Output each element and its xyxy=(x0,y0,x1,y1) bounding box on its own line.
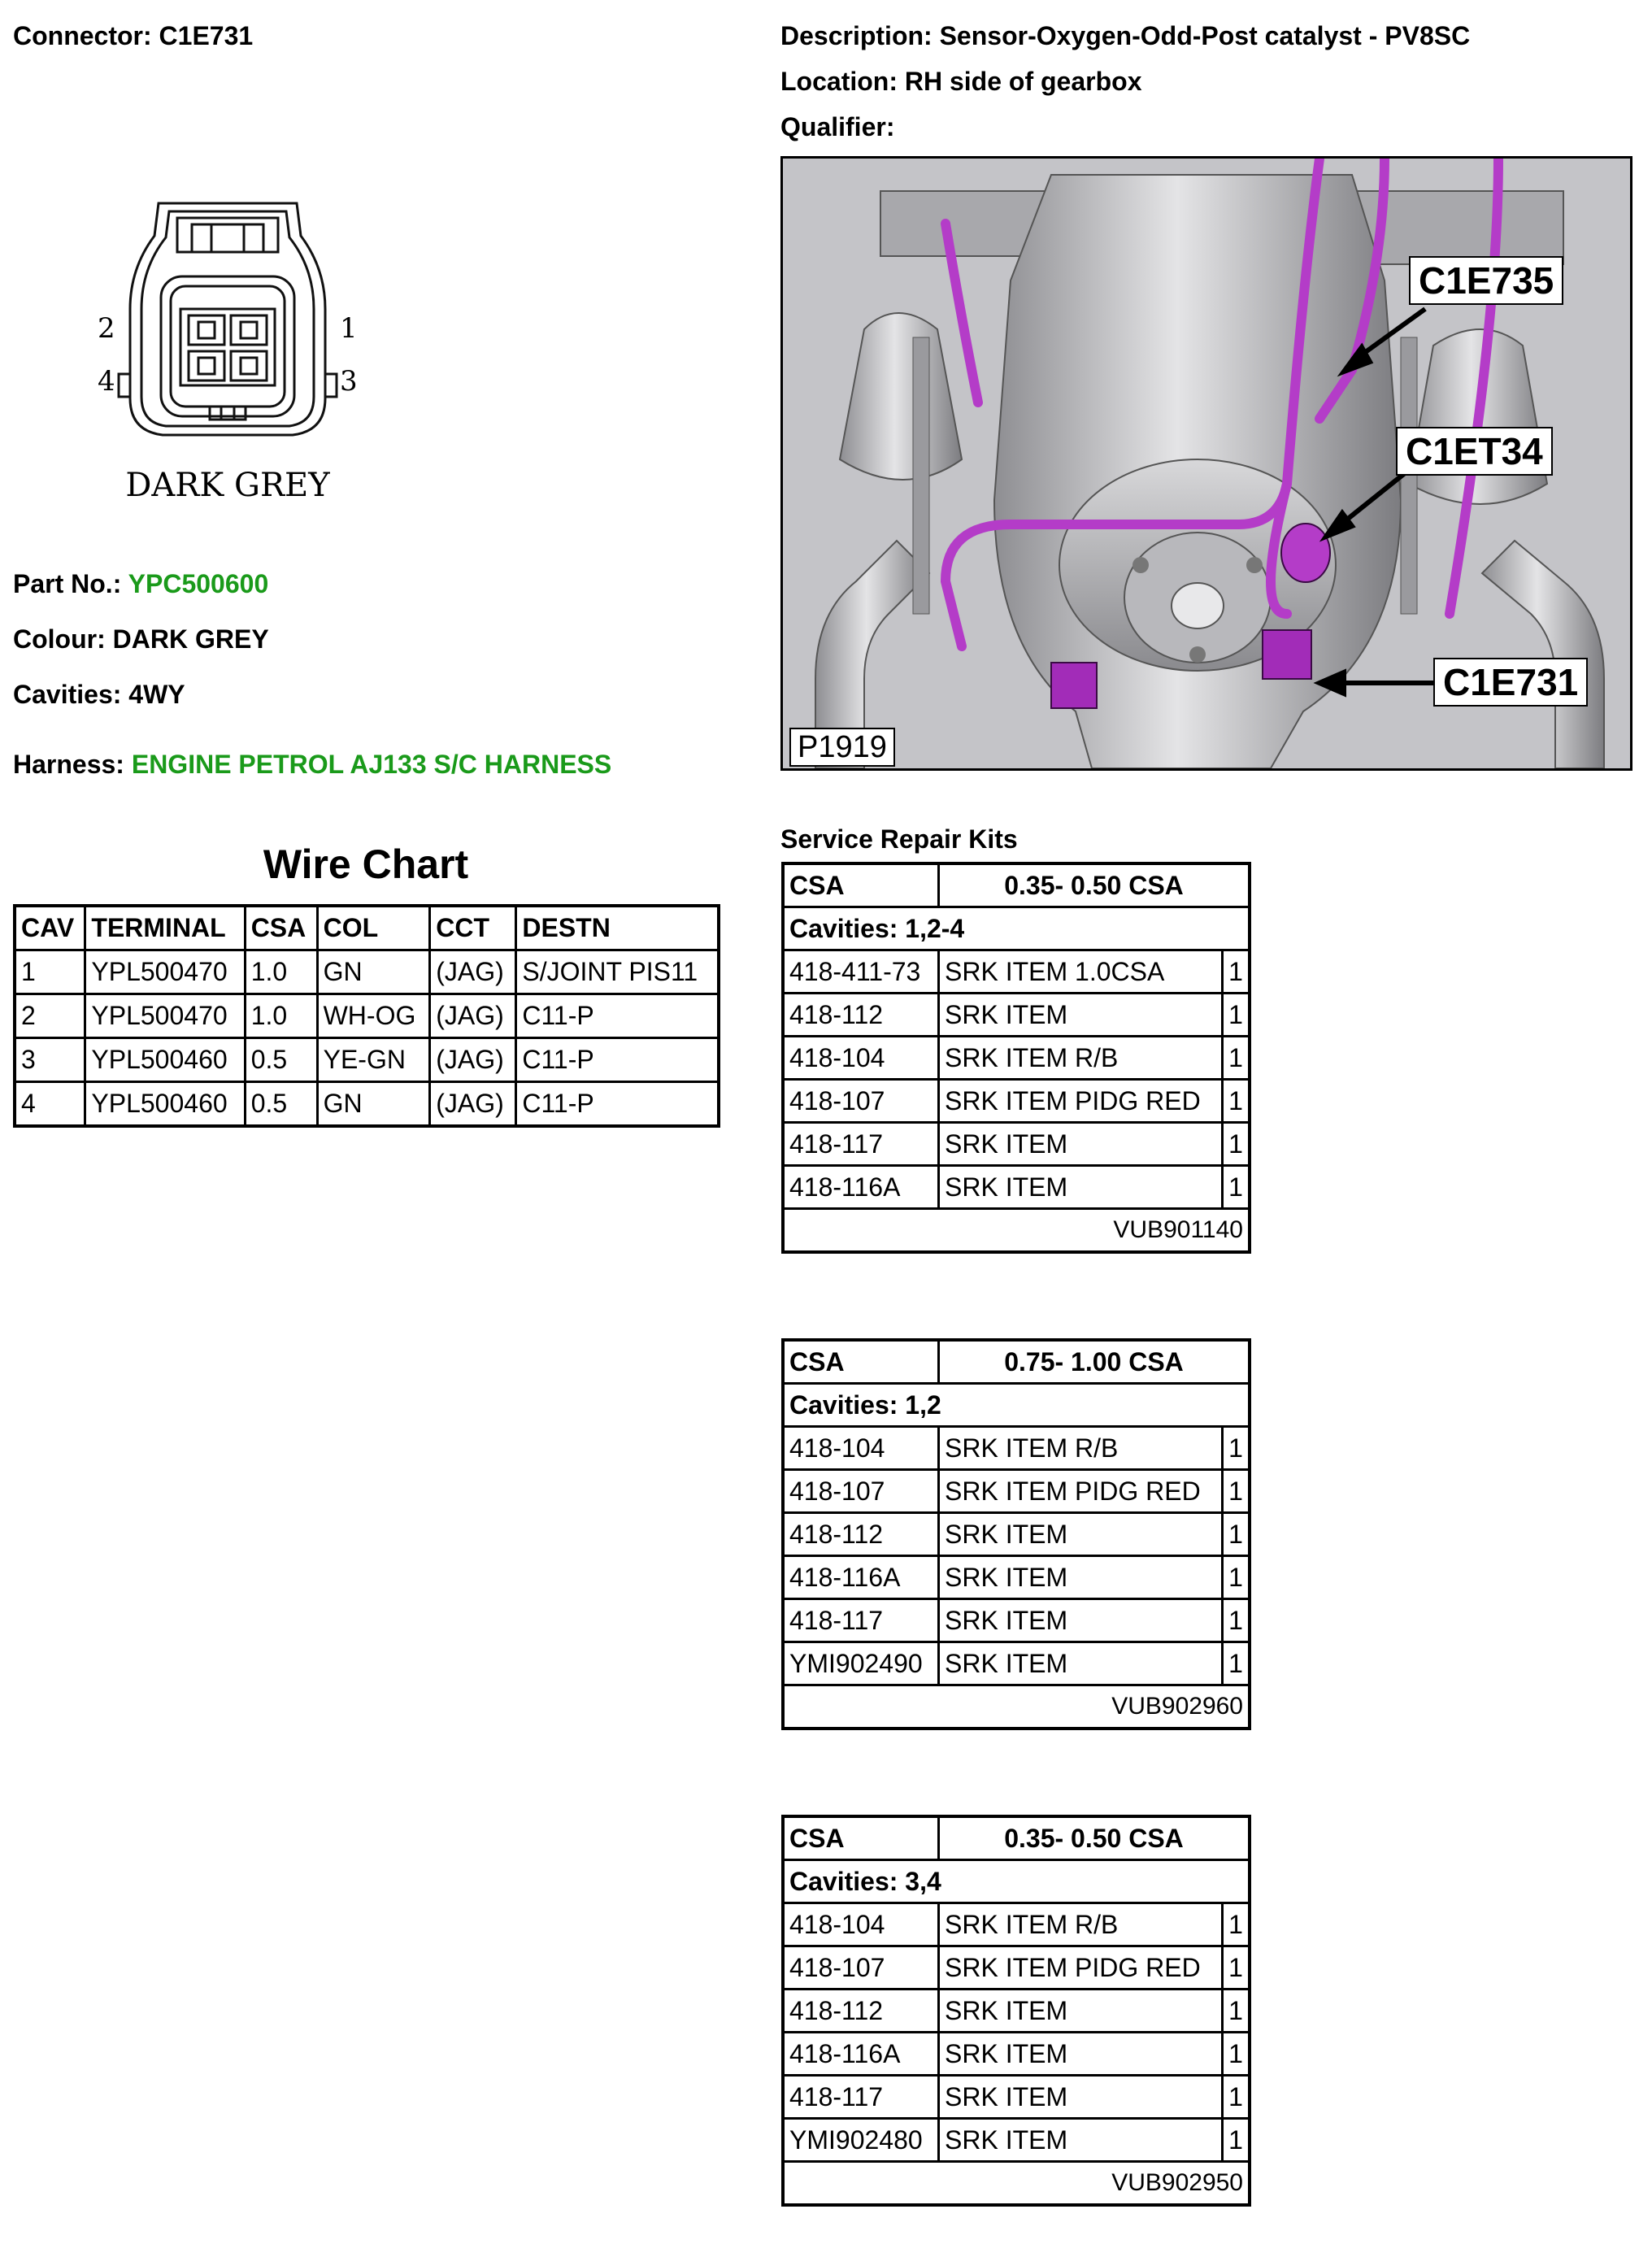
description-line xyxy=(780,20,1470,52)
kit-item-qty: 1 xyxy=(1223,1556,1250,1599)
kit-item-qty: 1 xyxy=(1223,2033,1250,2076)
location-line xyxy=(780,65,1141,98)
kit-item-qty: 1 xyxy=(1223,1166,1250,1209)
kit-item-row xyxy=(783,950,1250,994)
kit-item-desc: SRK ITEM xyxy=(939,2033,1223,2076)
kit-item-desc: SRK ITEM xyxy=(939,2119,1223,2162)
kit-header-row xyxy=(783,863,1250,907)
kit-item-qty: 1 xyxy=(1223,1427,1250,1470)
kit-item-part: YMI902490 xyxy=(783,1642,939,1685)
kit-csa-label: CSA xyxy=(783,1816,939,1860)
kit-item-row xyxy=(783,1080,1250,1123)
part-no-link[interactable]: YPC500600 xyxy=(128,569,269,598)
kit-item-part: 418-104 xyxy=(783,1427,939,1470)
table-row xyxy=(15,1038,719,1082)
kit-item-row xyxy=(783,1123,1250,1166)
cell-col: YE-GN xyxy=(317,1038,430,1082)
repair-kit-table-2 xyxy=(781,1338,1251,1730)
cavities-value: 4WY xyxy=(128,680,185,709)
kit-item-qty: 1 xyxy=(1223,1903,1250,1946)
callout-c1e735: C1E735 xyxy=(1409,256,1563,305)
kit-item-desc: SRK ITEM xyxy=(939,1123,1223,1166)
cell-cct: (JAG) xyxy=(430,994,516,1038)
kit-item-qty: 1 xyxy=(1223,1946,1250,1990)
colour-label: Colour: xyxy=(13,624,106,654)
kit-item-part: 418-107 xyxy=(783,1080,939,1123)
colour-line xyxy=(13,623,269,655)
cell-destn: C11-P xyxy=(516,994,719,1038)
kit-csa-value: 0.75- 1.00 CSA xyxy=(939,1340,1250,1384)
kit-item-row xyxy=(783,1166,1250,1209)
cell-cav: 3 xyxy=(15,1038,85,1082)
cell-col: GN xyxy=(317,950,430,994)
cell-terminal: YPL500460 xyxy=(85,1038,245,1082)
wire-chart-table xyxy=(13,904,720,1128)
kit-header-row xyxy=(783,1816,1250,1860)
harness-label: Harness: xyxy=(13,750,124,779)
pin-label-4: 4 xyxy=(98,365,115,398)
repair-kit-table-1 xyxy=(781,862,1251,1254)
kit-item-part: 418-411-73 xyxy=(783,950,939,994)
description-value: Sensor-Oxygen-Odd-Post catalyst - PV8SC xyxy=(939,21,1471,50)
cell-cav: 1 xyxy=(15,950,85,994)
colour-value: DARK GREY xyxy=(112,624,269,654)
kit-item-part: 418-107 xyxy=(783,1946,939,1990)
cell-csa: 1.0 xyxy=(245,950,317,994)
pin-label-1: 1 xyxy=(340,312,358,345)
cell-csa: 1.0 xyxy=(245,994,317,1038)
cell-cav: 2 xyxy=(15,994,85,1038)
connector-colour-caption: DARK GREY xyxy=(125,467,330,504)
kit-item-qty: 1 xyxy=(1223,994,1250,1037)
kit-item-part: 418-104 xyxy=(783,1903,939,1946)
kit-item-desc: SRK ITEM xyxy=(939,1166,1223,1209)
kit-code-row xyxy=(783,1685,1250,1729)
kit-header-row xyxy=(783,1340,1250,1384)
cell-terminal: YPL500470 xyxy=(85,994,245,1038)
kit-item-desc: SRK ITEM R/B xyxy=(939,1427,1223,1470)
connector-id: C1E731 xyxy=(159,21,254,50)
kit-item-qty: 1 xyxy=(1223,1123,1250,1166)
connector-line xyxy=(13,20,253,52)
kit-item-part: YMI902480 xyxy=(783,2119,939,2162)
qualifier-line xyxy=(780,111,894,143)
kit-item-row xyxy=(783,1037,1250,1080)
kit-item-part: 418-107 xyxy=(783,1470,939,1513)
service-repair-kits-title: Service Repair Kits xyxy=(780,824,1018,854)
kit-cavities-row xyxy=(783,1384,1250,1427)
cell-cct: (JAG) xyxy=(430,950,516,994)
kit-item-row xyxy=(783,1427,1250,1470)
part-no-label: Part No.: xyxy=(13,569,122,598)
kit-item-desc: SRK ITEM xyxy=(939,1556,1223,1599)
kit-csa-label: CSA xyxy=(783,1340,939,1384)
callout-c1et34: C1ET34 xyxy=(1396,427,1553,476)
cell-cav: 4 xyxy=(15,1082,85,1127)
connector-label: Connector: xyxy=(13,21,152,50)
harness-line xyxy=(13,748,611,781)
cell-destn: S/JOINT PIS11 xyxy=(516,950,719,994)
repair-kit-table-3 xyxy=(781,1815,1251,2207)
kit-code-row xyxy=(783,1209,1250,1253)
kit-item-qty: 1 xyxy=(1223,1990,1250,2033)
table-row xyxy=(15,950,719,994)
figure-id: P1919 xyxy=(789,728,895,767)
kit-item-desc: SRK ITEM xyxy=(939,1513,1223,1556)
cell-destn: C11-P xyxy=(516,1038,719,1082)
kit-code-row xyxy=(783,2162,1250,2206)
table-row xyxy=(15,994,719,1038)
pin-label-2: 2 xyxy=(98,312,115,345)
kit-item-row xyxy=(783,1946,1250,1990)
kit-csa-value: 0.35- 0.50 CSA xyxy=(939,1816,1250,1860)
kit-item-qty: 1 xyxy=(1223,1513,1250,1556)
kit-item-qty: 1 xyxy=(1223,950,1250,994)
callout-c1e731: C1E731 xyxy=(1433,658,1588,707)
kit-item-qty: 1 xyxy=(1223,1642,1250,1685)
harness-link[interactable]: ENGINE PETROL AJ133 S/C HARNESS xyxy=(131,750,612,779)
kit-item-part: 418-112 xyxy=(783,1513,939,1556)
kit-item-desc: SRK ITEM R/B xyxy=(939,1037,1223,1080)
kit-item-row xyxy=(783,1642,1250,1685)
col-header-col: COL xyxy=(317,906,430,950)
kit-item-part: 418-104 xyxy=(783,1037,939,1080)
kit-item-row xyxy=(783,1556,1250,1599)
kit-cavities-row xyxy=(783,1860,1250,1903)
kit-item-desc: SRK ITEM xyxy=(939,1642,1223,1685)
kit-cavities: Cavities: 3,4 xyxy=(783,1860,1250,1903)
kit-csa-label: CSA xyxy=(783,863,939,907)
cell-col: GN xyxy=(317,1082,430,1127)
cell-destn: C11-P xyxy=(516,1082,719,1127)
kit-item-part: 418-117 xyxy=(783,2076,939,2119)
pin-label-3: 3 xyxy=(340,365,358,398)
kit-code: VUB902960 xyxy=(783,1685,1250,1729)
kit-item-row xyxy=(783,1470,1250,1513)
wire-chart-title: Wire Chart xyxy=(263,842,469,887)
kit-item-qty: 1 xyxy=(1223,2119,1250,2162)
cavities-label: Cavities: xyxy=(13,680,122,709)
kit-cavities-row xyxy=(783,907,1250,950)
location-label: Location: xyxy=(780,67,898,96)
kit-item-desc: SRK ITEM xyxy=(939,1599,1223,1642)
col-header-terminal: TERMINAL xyxy=(85,906,245,950)
kit-item-part: 418-117 xyxy=(783,1123,939,1166)
cell-cct: (JAG) xyxy=(430,1038,516,1082)
kit-code: VUB901140 xyxy=(783,1209,1250,1253)
kit-item-row xyxy=(783,2076,1250,2119)
kit-item-part: 418-112 xyxy=(783,1990,939,2033)
kit-item-row xyxy=(783,1990,1250,2033)
kit-item-row xyxy=(783,1903,1250,1946)
kit-item-desc: SRK ITEM R/B xyxy=(939,1903,1223,1946)
kit-item-row xyxy=(783,1599,1250,1642)
kit-item-row xyxy=(783,2119,1250,2162)
kit-item-desc: SRK ITEM PIDG RED xyxy=(939,1946,1223,1990)
kit-item-part: 418-116A xyxy=(783,1166,939,1209)
cell-csa: 0.5 xyxy=(245,1038,317,1082)
harness-location-illustration xyxy=(780,156,1632,771)
kit-item-part: 418-112 xyxy=(783,994,939,1037)
kit-item-desc: SRK ITEM xyxy=(939,994,1223,1037)
kit-cavities: Cavities: 1,2 xyxy=(783,1384,1250,1427)
kit-item-part: 418-116A xyxy=(783,2033,939,2076)
kit-item-qty: 1 xyxy=(1223,1037,1250,1080)
kit-item-desc: SRK ITEM PIDG RED xyxy=(939,1470,1223,1513)
kit-item-row xyxy=(783,2033,1250,2076)
kit-item-desc: SRK ITEM xyxy=(939,1990,1223,2033)
col-header-cct: CCT xyxy=(430,906,516,950)
col-header-cav: CAV xyxy=(15,906,85,950)
kit-item-desc: SRK ITEM 1.0CSA xyxy=(939,950,1223,994)
kit-item-qty: 1 xyxy=(1223,2076,1250,2119)
cell-cct: (JAG) xyxy=(430,1082,516,1127)
kit-cavities: Cavities: 1,2-4 xyxy=(783,907,1250,950)
kit-item-qty: 1 xyxy=(1223,1599,1250,1642)
cell-terminal: YPL500470 xyxy=(85,950,245,994)
kit-item-qty: 1 xyxy=(1223,1080,1250,1123)
cell-terminal: YPL500460 xyxy=(85,1082,245,1127)
kit-item-part: 418-116A xyxy=(783,1556,939,1599)
table-row xyxy=(15,1082,719,1127)
kit-item-part: 418-117 xyxy=(783,1599,939,1642)
col-header-destn: DESTN xyxy=(516,906,719,950)
kit-csa-value: 0.35- 0.50 CSA xyxy=(939,863,1250,907)
connector-face-drawing xyxy=(81,187,374,520)
cavities-line xyxy=(13,678,185,711)
description-label: Description: xyxy=(780,21,933,50)
kit-item-row xyxy=(783,994,1250,1037)
col-header-csa: CSA xyxy=(245,906,317,950)
kit-item-desc: SRK ITEM xyxy=(939,2076,1223,2119)
cell-col: WH-OG xyxy=(317,994,430,1038)
part-no-line xyxy=(13,568,268,600)
location-value: RH side of gearbox xyxy=(904,67,1142,96)
qualifier-label: Qualifier: xyxy=(780,112,895,141)
wire-chart-header-row xyxy=(15,906,719,950)
kit-item-desc: SRK ITEM PIDG RED xyxy=(939,1080,1223,1123)
cell-csa: 0.5 xyxy=(245,1082,317,1127)
kit-item-row xyxy=(783,1513,1250,1556)
kit-code: VUB902950 xyxy=(783,2162,1250,2206)
kit-item-qty: 1 xyxy=(1223,1470,1250,1513)
